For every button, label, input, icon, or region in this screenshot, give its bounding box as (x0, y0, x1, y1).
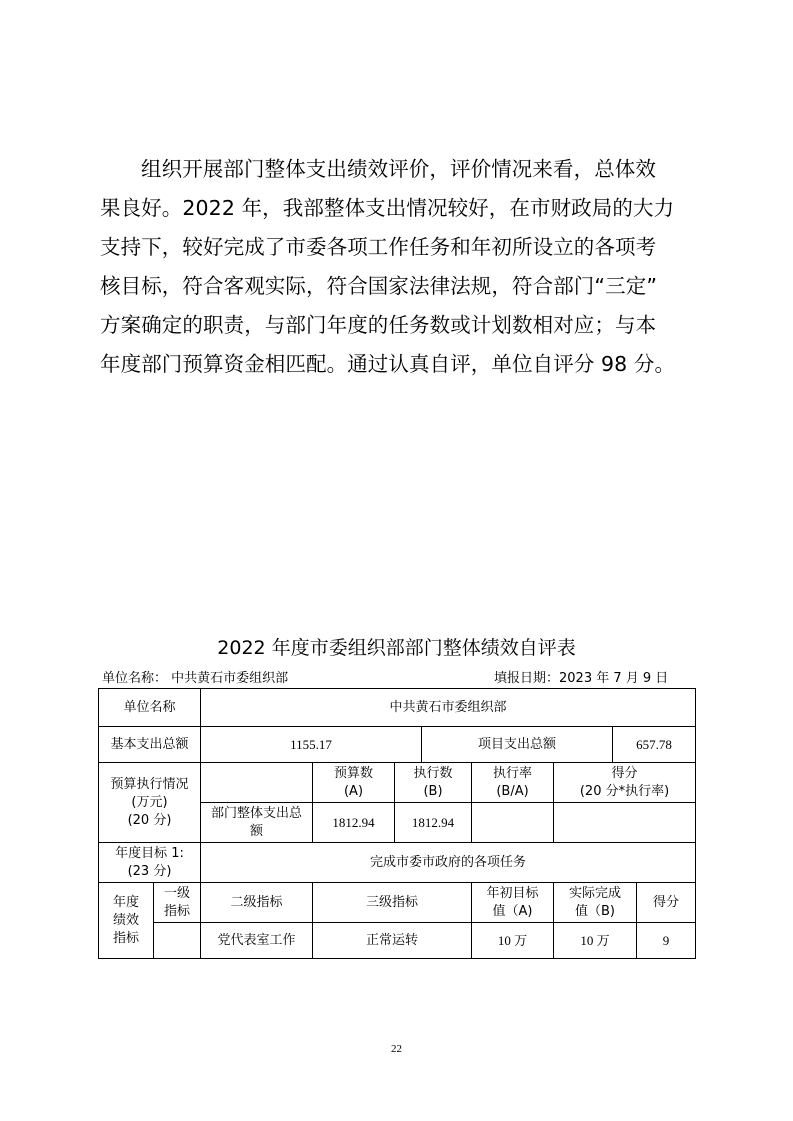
budget-exec-label-line: (万元) (131, 794, 168, 810)
row-level1 (154, 923, 201, 959)
paragraph-line: 果良好。2022 年，我部整体支出情况较好，在市财政局的大力 (100, 196, 675, 220)
paragraph-line: 核目标，符合客观实际，符合国家法律法规，符合部门“三定” (100, 274, 658, 298)
budget-exec-label (99, 763, 201, 843)
budget-exec-label-line: 预算执行情况 (110, 776, 189, 792)
paragraph-line: 方案确定的职责，与部门年度的任务数或计划数相对应；与本 (100, 313, 657, 337)
paragraph-line: 支持下，较好完成了市委各项工作任务和年初所设立的各项考 (100, 235, 657, 259)
paragraph-line: 组织开展部门整体支出绩效评价，评价情况来看，总体效 (141, 157, 656, 181)
page-number: 22 (391, 1043, 402, 1055)
unit-name-value: 中共黄石市委组织部 (201, 689, 696, 727)
budget-header (313, 763, 395, 803)
actual-header-line: 实际完成 (569, 885, 622, 901)
dept-total-label (201, 803, 313, 843)
rate-header-line: 执行率 (493, 765, 533, 781)
level1-header-line: 一级 (164, 885, 191, 901)
paragraph-line: 年度部门预算资金相匹配。通过认真自评，单位自评分 98 分。 (100, 352, 676, 376)
budget-exec-label-line: (20 分) (127, 812, 172, 828)
table-row (99, 843, 696, 883)
target-header-line: 值（A) (492, 903, 533, 919)
dept-total-label-line: 部门整体支出总 (211, 805, 303, 821)
project-total-value: 657.78 (613, 727, 696, 763)
dept-exec-value: 1812.94 (395, 803, 472, 843)
score-header-line: (20 分*执行率) (579, 783, 670, 799)
target-header-line: 年初目标 (486, 885, 539, 901)
unit-name-label: 单位名称 (99, 689, 201, 727)
body-paragraph (100, 150, 700, 384)
score-col-header: 得分 (637, 883, 696, 923)
fill-date-header: 填报日期：2023 年 7 月 9 日 (494, 671, 669, 686)
goal-label-line: 年度目标 1: (115, 845, 184, 861)
row-level2: 党代表室工作 (201, 923, 313, 959)
exec-header-line: (B) (423, 783, 443, 799)
basic-total-label: 基本支出总额 (99, 727, 201, 763)
table-row (99, 727, 696, 763)
row-target: 10 万 (472, 923, 554, 959)
level1-header (154, 883, 201, 923)
dept-score-value (554, 803, 696, 843)
goal-value: 完成市委市政府的各项任务 (201, 843, 696, 883)
form-title: 2022 年度市委组织部部门整体绩效自评表 (217, 637, 576, 659)
budget-header-line: 预算数 (334, 765, 374, 781)
project-total-label: 项目支出总额 (422, 727, 613, 763)
budget-header-line: (A) (343, 783, 364, 799)
level3-header: 三级指标 (313, 883, 472, 923)
indicator-label-line: 年度 (112, 894, 139, 910)
indicator-label-line: 指标 (112, 930, 139, 946)
basic-total-value: 1155.17 (201, 727, 422, 763)
dept-total-label-line: 额 (250, 823, 264, 839)
indicator-label-line: 绩效 (112, 912, 139, 928)
dept-budget-value: 1812.94 (313, 803, 395, 843)
table-row (99, 883, 696, 923)
target-header (472, 883, 554, 923)
rate-header (472, 763, 554, 803)
level2-header: 二级指标 (201, 883, 313, 923)
row-level3: 正常运转 (313, 923, 472, 959)
rate-header-line: (B/A) (496, 783, 529, 799)
table-row (99, 923, 696, 959)
goal-label (99, 843, 201, 883)
exec-header (395, 763, 472, 803)
level1-header-line: 指标 (164, 903, 191, 919)
actual-header-line: 值（B) (575, 903, 616, 919)
actual-header (554, 883, 637, 923)
evaluation-table (98, 688, 696, 959)
empty-header-cell (201, 763, 313, 803)
score-header-line: 得分 (611, 765, 638, 781)
table-row (99, 689, 696, 727)
row-score: 9 (637, 923, 696, 959)
indicator-label (99, 883, 154, 959)
table-row (99, 763, 696, 803)
dept-rate-value (472, 803, 554, 843)
score-header (554, 763, 696, 803)
row-actual: 10 万 (554, 923, 637, 959)
exec-header-line: 执行数 (413, 765, 453, 781)
unit-name-header: 单位名称： 中共黄石市委组织部 (102, 671, 289, 686)
goal-label-line: (23 分) (127, 863, 172, 879)
